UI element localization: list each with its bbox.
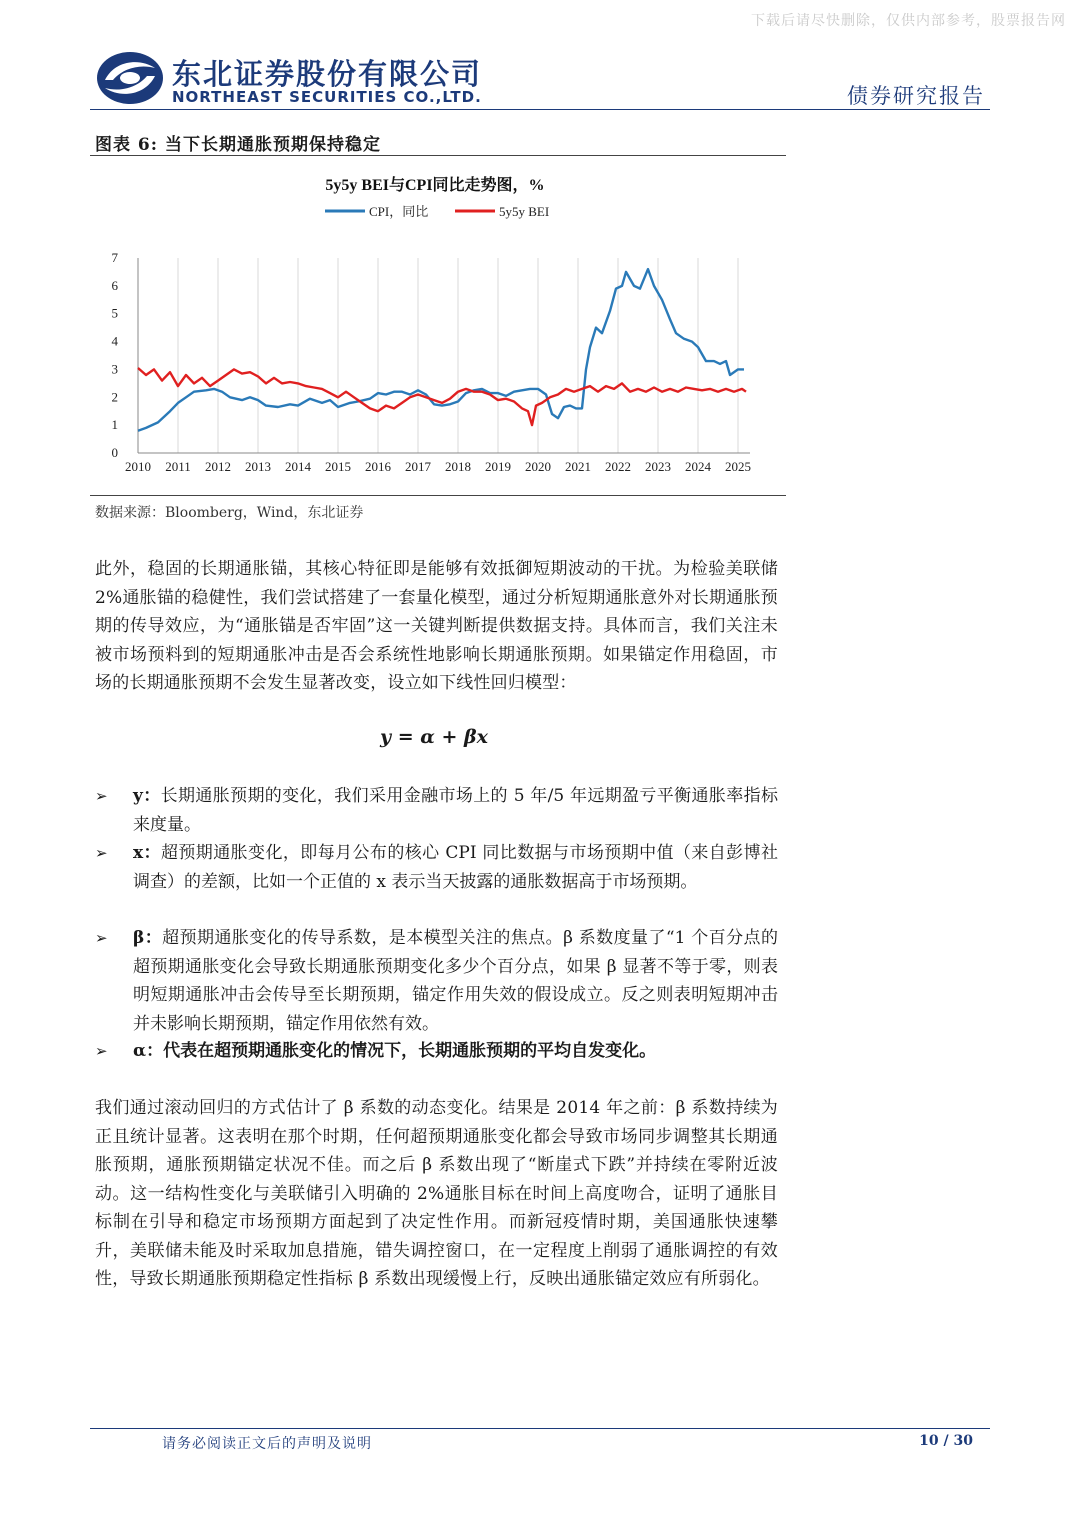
x-tick-label: 2023 xyxy=(645,459,671,474)
regression-formula: y = α + βx xyxy=(380,726,488,748)
company-logo xyxy=(95,50,165,106)
bullet-beta xyxy=(95,924,778,1038)
y-tick-label: 3 xyxy=(111,361,118,377)
page-number: 10 / 30 xyxy=(919,1433,973,1449)
chart xyxy=(90,160,780,490)
bullet-key: y： xyxy=(133,786,161,806)
y-tick-label: 6 xyxy=(111,277,118,293)
y-tick-label: 7 xyxy=(111,250,118,265)
bullet-arrow-icon: ➢ xyxy=(95,929,108,947)
x-tick-label: 2024 xyxy=(685,459,711,474)
x-tick-label: 2019 xyxy=(485,459,511,474)
y-tick-label: 5 xyxy=(111,305,118,321)
bullet-arrow-icon: ➢ xyxy=(95,1042,108,1060)
bullet-y xyxy=(95,782,778,839)
figure-top-rule xyxy=(90,155,786,156)
y-tick-label: 4 xyxy=(111,333,118,349)
x-tick-label: 2017 xyxy=(405,459,431,474)
watermark-text: 下载后请尽快删除，仅供内部参考，股票报告网 xyxy=(751,13,1066,29)
body-paragraph-2: 我们通过滚动回归的方式估计了 β 系数的动态变化。结果是 2014 年之前：β 系数持续为正且统计显著。这表明在那个时期，任何超预期通胀变化都会导致市场同步调整其长期通胀预期，通胀预期锚定状况不佳。而之后 β 系数出现了“断崖式下跌”并持续在零附近波动。这一结构性变化与美联储引入明确的 2%通胀目标在时间上高度吻合，证明了通胀目标制在引导和稳定市场预期方面起到了决定性作用。而新冠疫情时期，美国通胀快速攀升，美联储未能及时采取加息措施，错失调控窗口，在一定程度上削弱了通胀调控的有效性，导致长期通胀预期稳定性指标 β 系数出现缓慢上行，反映出通胀锚定效应有所弱化。 xyxy=(95,1098,778,1289)
header-divider xyxy=(90,109,990,110)
footer-divider xyxy=(90,1428,990,1429)
bullet-key: x： xyxy=(133,843,161,863)
x-tick-label: 2011 xyxy=(165,459,191,474)
bullet-key: α： xyxy=(133,1041,164,1061)
x-tick-label: 2013 xyxy=(245,459,271,474)
x-tick-label: 2016 xyxy=(365,459,391,474)
series-line-0 xyxy=(138,269,744,431)
company-name-cn: 东北证券股份有限公司 xyxy=(172,57,483,91)
x-tick-label: 2015 xyxy=(325,459,351,474)
bullet-text: 超预期通胀变化的传导系数，是本模型关注的焦点。β 系数度量了“1 个百分点的超预期通胀变化会导致长期通胀预期变化多少个百分点，如果 β 显著不等于零，则表明短期通胀冲击会传导至长期预期，锚定作用失效的假设成立。反之则表明短期冲击并未影响长期预期，锚定作用依然有效。 xyxy=(133,928,778,1034)
bullet-x xyxy=(95,839,778,896)
x-tick-label: 2021 xyxy=(565,459,591,474)
bullet-text: 超预期通胀变化，即每月公布的核心 CPI 同比数据与市场预期中值（来自彭博社调查）的差额，比如一个正值的 x 表示当天披露的通胀数据高于市场预期。 xyxy=(133,843,778,892)
y-tick-label: 2 xyxy=(111,389,118,405)
figure-bottom-rule xyxy=(90,495,786,496)
y-tick-label: 0 xyxy=(111,445,118,460)
company-name-en: NORTHEAST SECURITIES CO.,LTD. xyxy=(172,88,482,106)
x-tick-label: 2018 xyxy=(445,459,471,474)
bullet-alpha xyxy=(95,1037,778,1066)
figure-source: 数据来源：Bloomberg，Wind，东北证券 xyxy=(95,505,364,521)
figure-title: 图表 6: 当下长期通胀预期保持稳定 xyxy=(95,135,381,155)
legend-label-1: 5y5y BEI xyxy=(499,204,550,219)
bullet-arrow-icon: ➢ xyxy=(95,787,108,805)
chart-title: 5y5y BEI与CPI同比走势图，% xyxy=(325,177,545,194)
bullet-key: β： xyxy=(133,928,163,948)
x-tick-label: 2014 xyxy=(285,459,311,474)
bullet-text: 长期通胀预期的变化，我们采用金融市场上的 5 年/5 年远期盈亏平衡通胀率指标来度量。 xyxy=(133,786,778,835)
bullet-arrow-icon: ➢ xyxy=(95,844,108,862)
x-tick-label: 2025 xyxy=(725,459,751,474)
x-tick-label: 2012 xyxy=(205,459,231,474)
x-tick-label: 2022 xyxy=(605,459,631,474)
footer-disclaimer: 请务必阅读正文后的声明及说明 xyxy=(162,1436,372,1452)
legend-label-0: CPI，同比 xyxy=(369,204,429,219)
bullet-text: 代表在超预期通胀变化的情况下，长期通胀预期的平均自发变化。 xyxy=(163,1041,657,1061)
y-tick-label: 1 xyxy=(111,417,118,433)
report-type-label: 债券研究报告 xyxy=(847,84,985,108)
body-paragraph-1: 此外，稳固的长期通胀锚，其核心特征即是能够有效抵御短期波动的干扰。为检验美联储 2%通胀锚的稳健性，我们尝试搭建了一套量化模型，通过分析短期通胀意外对长期通胀预期的传导效应，为“通胀锚是否牢固”这一关键判断提供数据支持。具体而言，我们关注未被市场预料到的短期通胀冲击是否会系统性地影响长期通胀预期。如果锚定作用稳固，市场的长期通胀预期不会发生显著改变，设立如下线性回归模型： xyxy=(95,559,778,693)
x-tick-label: 2020 xyxy=(525,459,551,474)
x-tick-label: 2010 xyxy=(125,459,151,474)
